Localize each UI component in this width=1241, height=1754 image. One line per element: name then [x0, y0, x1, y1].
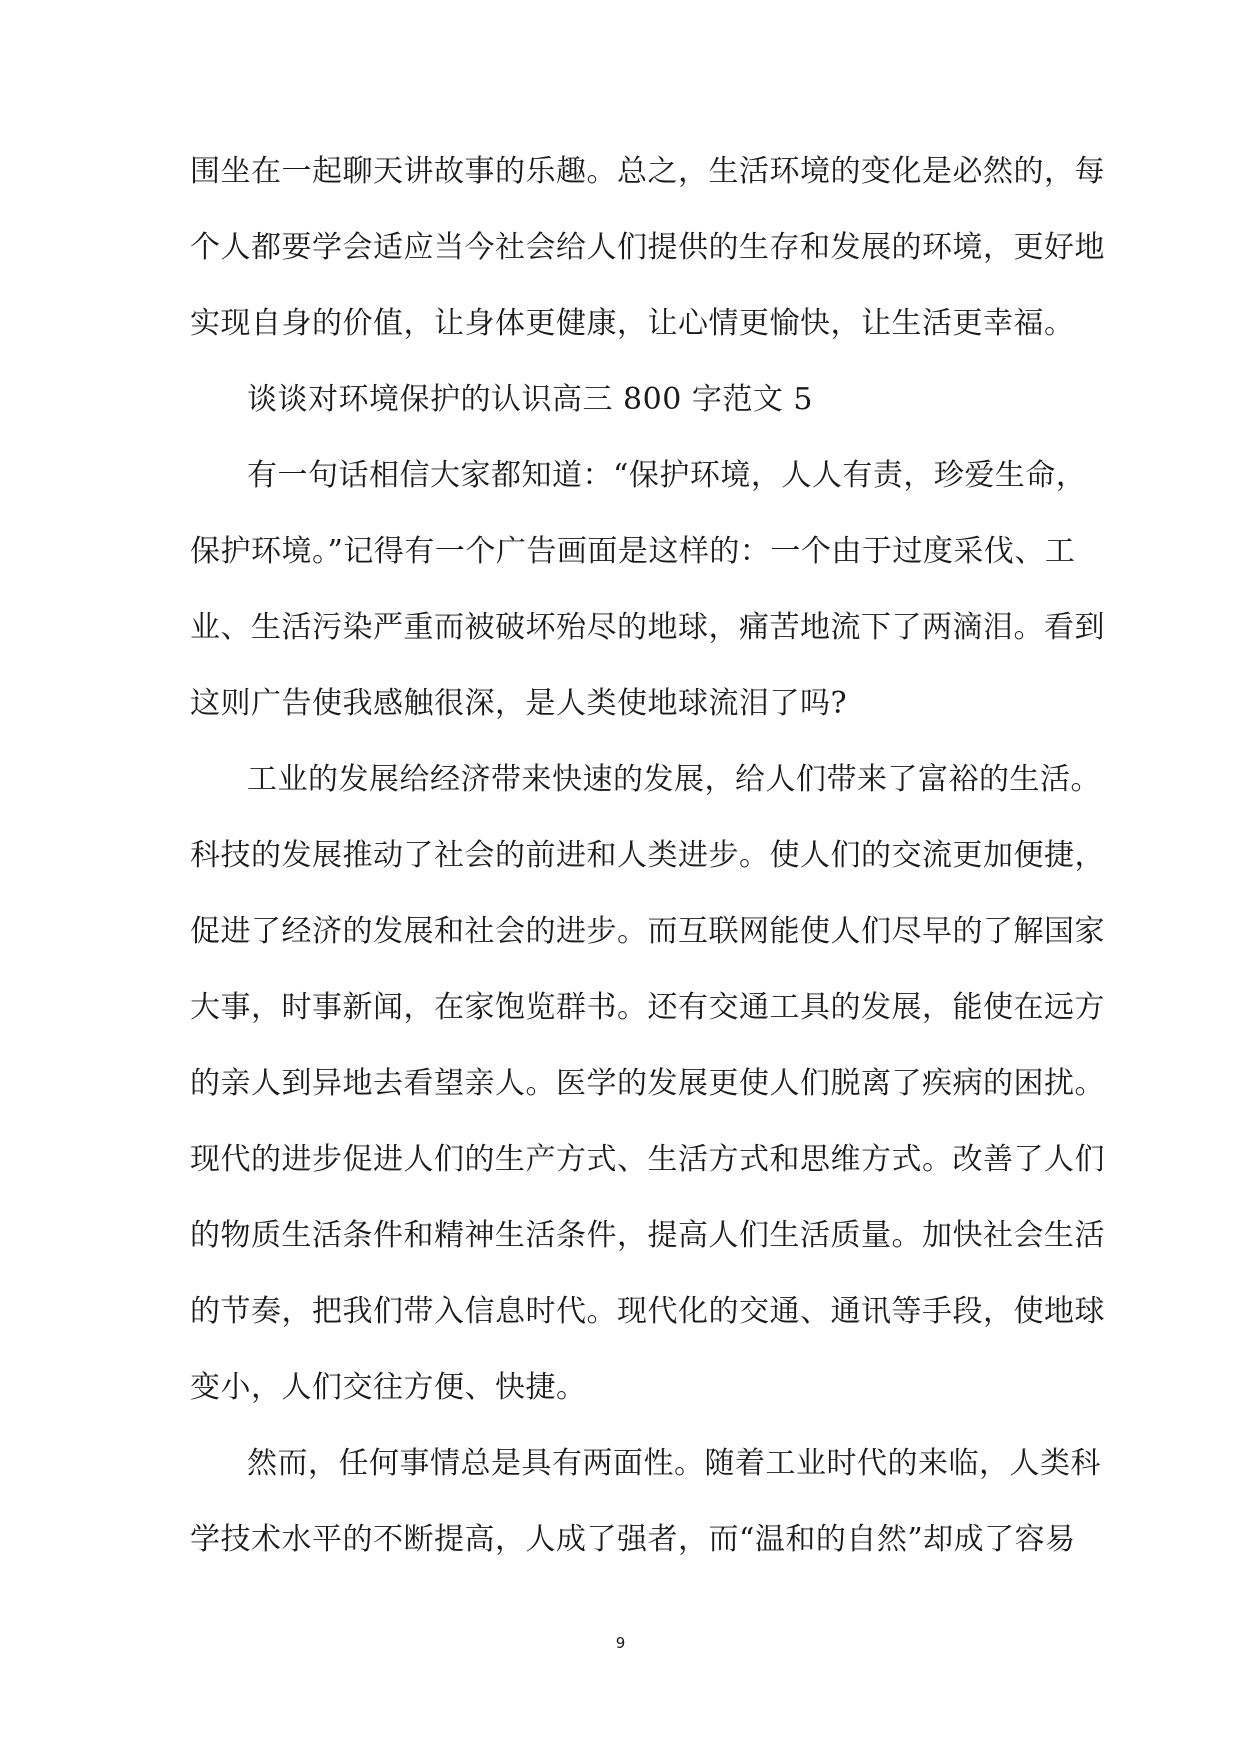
text-line: 这则广告使我感触很深，是人类使地球流泪了吗? [190, 686, 848, 721]
text-line: 现代的进步促进人们的生产方式、生活方式和思维方式。改善了人们 [190, 1142, 1105, 1177]
text-line: 变小，人们交往方便、快捷。 [190, 1370, 587, 1405]
page-number: 9 [615, 1634, 626, 1652]
text-line: 工业的发展给经济带来快速的发展，给人们带来了富裕的生活。 [247, 762, 1101, 797]
text-line: 科技的发展推动了社会的前进和人类进步。使人们的交流更加便捷， [190, 838, 1105, 873]
text-line: 的节奏，把我们带入信息时代。现代化的交通、通讯等手段，使地球 [190, 1294, 1105, 1329]
text-line: 个人都要学会适应当今社会给人们提供的生存和发展的环境，更好地 [190, 230, 1105, 265]
text-line: 的亲人到异地去看望亲人。医学的发展更使人们脱离了疾病的困扰。 [190, 1066, 1105, 1101]
text-line: 大事，时事新闻，在家饱览群书。还有交通工具的发展，能使在远方 [190, 990, 1105, 1025]
text-line: 促进了经济的发展和社会的进步。而互联网能使人们尽早的了解国家 [190, 914, 1105, 949]
text-line: 学技术水平的不断提高，人成了强者，而“温和的自然”却成了容易 [190, 1522, 1076, 1557]
text-line: 然而，任何事情总是具有两面性。随着工业时代的来临，人类科 [247, 1446, 1101, 1481]
text-line: 实现自身的价值，让身体更健康，让心情更愉快，让生活更幸福。 [190, 306, 1075, 341]
text-line: 有一句话相信大家都知道：“保护环境，人人有责，珍爱生命， [247, 458, 1087, 493]
text-line: 保护环境。”记得有一个广告画面是这样的：一个由于过度采伐、工 [190, 534, 1076, 569]
text-line: 围坐在一起聊天讲故事的乐趣。总之，生活环境的变化是必然的，每 [190, 154, 1105, 189]
essay-heading: 谈谈对环境保护的认识高三 800 字范文 5 [247, 382, 813, 417]
text-line: 业、生活污染严重而被破坏殆尽的地球，痛苦地流下了两滴泪。看到 [190, 610, 1105, 645]
text-line: 的物质生活条件和精神生活条件，提高人们生活质量。加快社会生活 [190, 1218, 1105, 1253]
